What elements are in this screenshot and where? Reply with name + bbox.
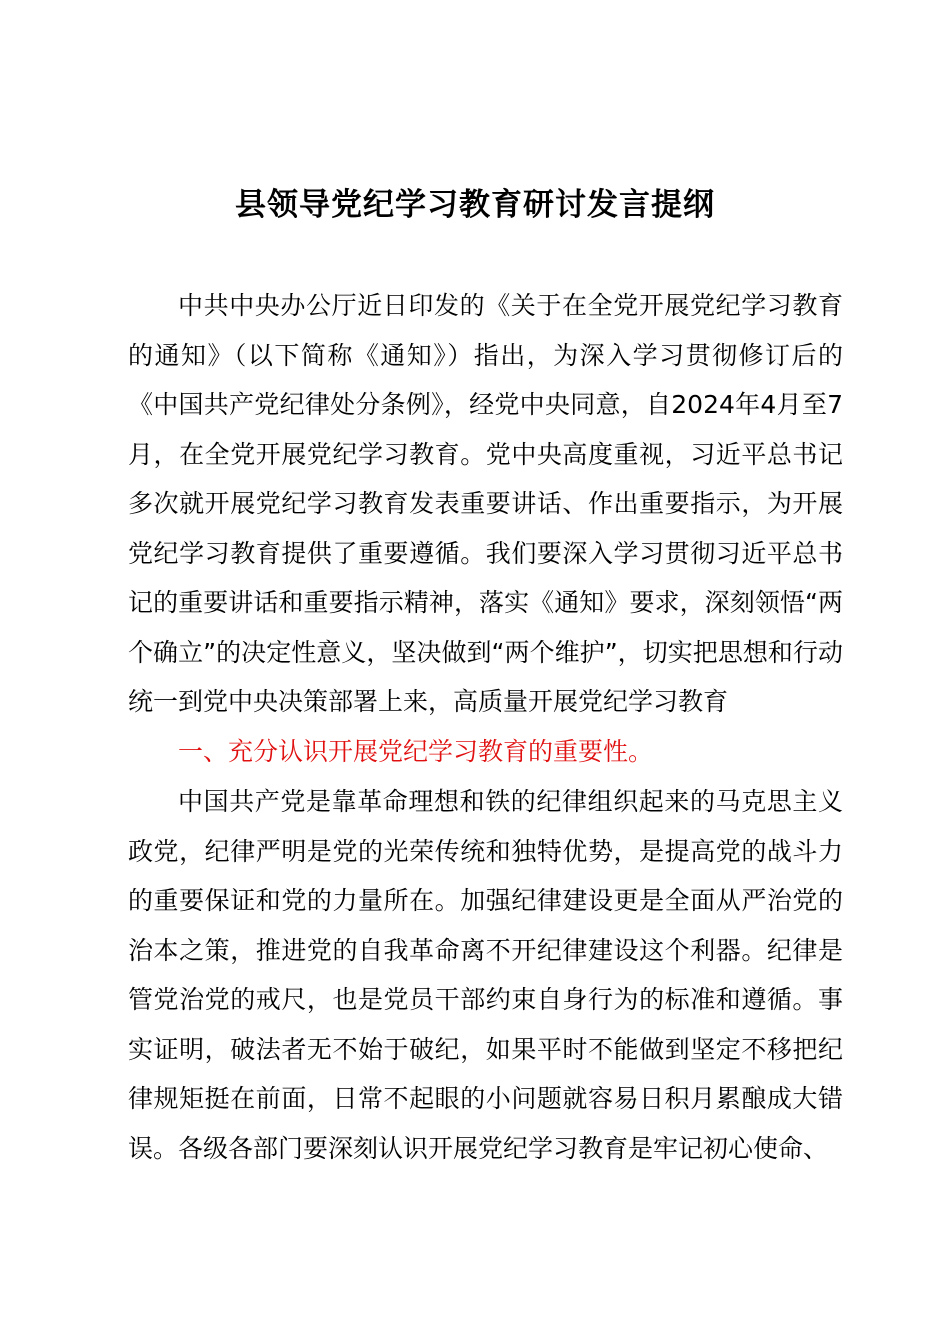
section-heading: 一、充分认识开展党纪学习教育的重要性。 [178,737,654,766]
document-title: 县领导党纪学习教育研讨发言提纲 [235,187,715,223]
body-paragraph-intro: 中共中央办公厅近日印发的《关于在全党开展党纪学习教育的通知》（以下简称《通知》）指出，为深入学习贯彻修订后的《中国共产党纪律处分条例》，经党中央同意，自2024年4月至7月，在全党开展党纪学习教育。党中央高度重视，习近平总书记多次就开展党纪学习教育发表重要讲话、作出重要指示，为开展党纪学习教育提供了重要遵循。我们要深入学习贯彻习近平总书记的重要讲话和重要指示精神，落实《通知》要求，深刻领悟“两个确立”的决定性意义，坚决做到“两个维护”，切实把思想和行动统一到党中央决策部署上来，高质量开展党纪学习教育 [128,291,843,716]
body-paragraph-importance: 中国共产党是靠革命理想和铁的纪律组织起来的马克思主义政党，纪律严明是党的光荣传统和独特优势，是提高党的战斗力的重要保证和党的力量所在。加强纪律建设更是全面从严治党的治本之策，推进党的自我革命离不开纪律建设这个利器。纪律是管党治党的戒尺，也是党员干部约束自身行为的标准和遵循。事实证明，破法者无不始于破纪，如果平时不能做到坚定不移把纪律规矩挺在前面，日常不起眼的小问题就容易日积月累酿成大错误。各级各部门要深刻认识开展党纪学习教育是牢记初心使命、 [128,787,843,1163]
